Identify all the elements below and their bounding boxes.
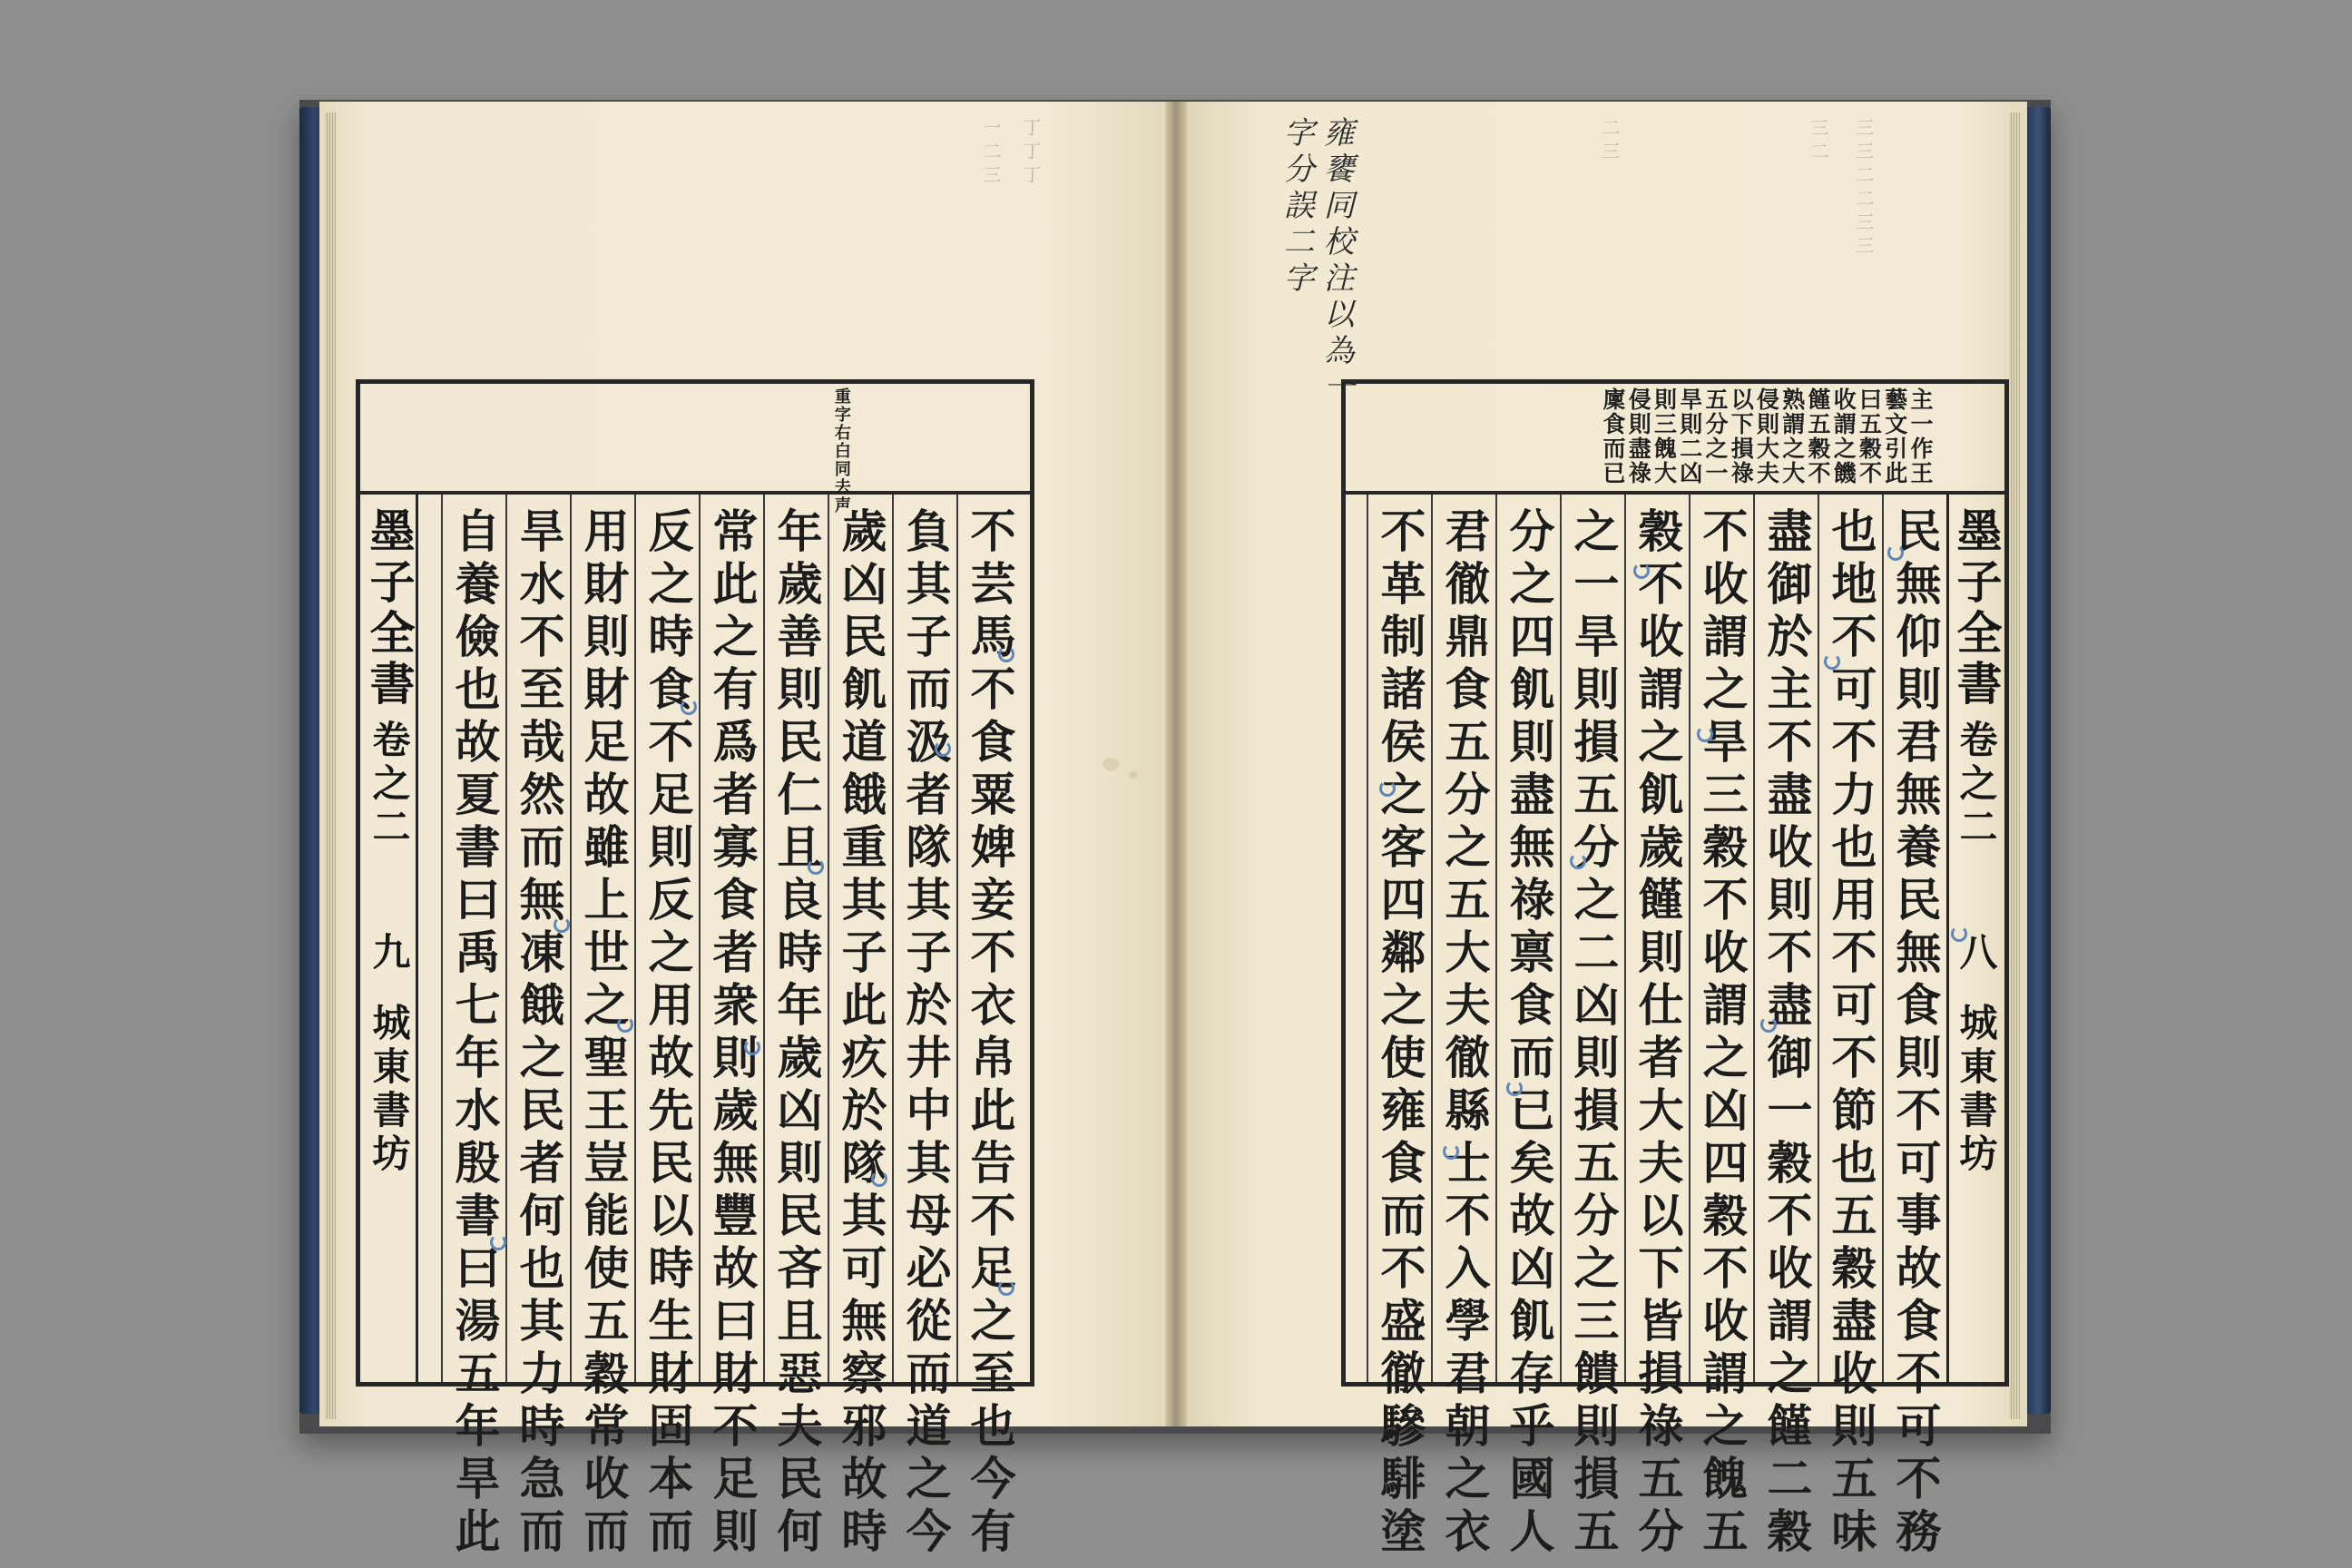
punctuation-mark <box>1506 1080 1523 1096</box>
edge-page-number: 八 <box>1954 932 1999 975</box>
handwritten-margin-note <box>1276 116 1316 298</box>
edge-page-number: 九 <box>367 932 412 975</box>
punctuation-mark <box>554 916 570 933</box>
show-through-text: 一二三 <box>980 118 1002 189</box>
right-text-columns <box>1353 495 1946 1560</box>
text-column: 反之時食不足則反之用故先民以時生財固本而 <box>634 495 699 1382</box>
page-stack-right <box>2009 113 2020 1419</box>
annotation-column: 藝文引此 <box>1881 387 1908 485</box>
annotation-block <box>1601 387 1932 485</box>
punctuation-mark <box>1824 653 1840 670</box>
text-column: 自養儉也故夏書曰禹七年水殷書曰湯五年旱此 <box>441 495 505 1382</box>
edge-volume: 卷之二 <box>367 720 412 850</box>
edge-publisher: 城東書坊 <box>367 1003 412 1177</box>
edge-title: 墨子全書 <box>1949 507 2004 710</box>
annotation-column: 廩食而已 <box>1600 387 1626 485</box>
annotation-column: 主一作王 <box>1907 387 1934 485</box>
text-column: 也地不可不力也用不可不節也五穀盡收則五味 <box>1818 495 1882 1382</box>
annotation-column: 曰五穀不 <box>1856 387 1883 485</box>
annotation-column: 收謂之饑 <box>1830 387 1857 485</box>
punctuation-mark <box>490 1234 506 1250</box>
edge-publisher: 城東書坊 <box>1954 1003 1999 1177</box>
left-text-columns <box>416 495 1021 1560</box>
annotation-column: 以下損祿 <box>1728 387 1755 485</box>
text-column: 君徹鼎食五分之五大夫徹縣士不入學君朝之衣 <box>1431 495 1495 1382</box>
left-page-frame <box>356 379 1034 1560</box>
page-stack-left <box>325 113 336 1419</box>
right-page-frame <box>1341 379 2009 1560</box>
punctuation-mark <box>1887 544 1904 561</box>
punctuation-mark <box>1951 926 1967 942</box>
paper-stain <box>1129 771 1138 779</box>
annotation-column: 侵則盡祿 <box>1625 387 1652 485</box>
text-column: 不革制諸侯之客四鄰之使雍食而不盛徹驂騑塗 <box>1367 495 1431 1382</box>
text-column: 不芸馬不食粟婢妾不衣帛此告不足之至也今有 <box>956 495 1021 1382</box>
margin-note-line: 雍饔同校注以為一 <box>1318 116 1355 407</box>
annotation-column: 五分之一 <box>1702 387 1729 485</box>
text-column: 民無仰則君無養民無食則不可事故食不可不務 <box>1882 495 1946 1382</box>
text-column: 之一旱則損五分之二凶則損五分之三饋則損五 <box>1560 495 1624 1382</box>
punctuation-mark <box>1443 1143 1459 1160</box>
book-gutter <box>1165 102 1187 1426</box>
show-through-text: 丁丁丁 <box>1020 118 1042 189</box>
annotation-column: 熟謂之大 <box>1779 387 1806 485</box>
text-column: 分之四飢則盡無祿禀食而已矣故凶飢存乎國人 <box>1495 495 1560 1382</box>
punctuation-mark <box>1760 1016 1777 1033</box>
show-through-text: 二三 <box>1599 118 1621 165</box>
punctuation-mark <box>871 1171 887 1187</box>
book-cover-right-edge <box>2025 107 2051 1414</box>
punctuation-mark <box>998 1279 1014 1296</box>
edge-volume: 卷之二 <box>1954 720 1999 850</box>
annotation-column: 饉五穀不 <box>1805 387 1831 485</box>
punctuation-mark <box>935 740 951 757</box>
punctuation-mark <box>617 1016 633 1033</box>
paper-stain <box>1102 758 1119 770</box>
show-through-text: 三二 <box>1808 118 1829 165</box>
punctuation-mark <box>681 699 697 715</box>
punctuation-mark <box>1633 563 1650 579</box>
annotation-column: 侵則大夫 <box>1753 387 1780 485</box>
edge-title: 墨子全書 <box>362 507 416 710</box>
top-note-text: 重字右白同去声 <box>831 387 851 514</box>
text-column: 常此之有爲者寡食者衆則歲無豐故曰財不足則 <box>699 495 763 1382</box>
text-column: 旱水不至哉然而無凍餓之民者何也其力時急而 <box>505 495 570 1382</box>
left-page-edge <box>362 495 418 1382</box>
show-through-text: 三三二二三三 <box>1853 118 1875 260</box>
handwritten-margin-note <box>1316 116 1356 407</box>
punctuation-mark <box>1379 780 1396 797</box>
text-column: 負其子而汲者隊其子於井中其母必從而道之今 <box>892 495 956 1382</box>
punctuation-mark <box>1697 726 1713 742</box>
punctuation-mark <box>1570 853 1586 869</box>
text-column: 歲凶民飢道餓重其子此疚於隊其可無察邪故時 <box>828 495 892 1382</box>
text-column: 盡御於主不盡收則不盡御一穀不收謂之饉二穀 <box>1753 495 1818 1382</box>
punctuation-mark <box>808 858 824 875</box>
punctuation-mark <box>998 646 1014 662</box>
text-column: 用財則財足故雖上世之聖王豈能使五穀常收而 <box>570 495 634 1382</box>
text-column: 年歲善則民仁且良時年歲凶則民吝且惡夫民何 <box>763 495 828 1382</box>
text-column: 不收謂之旱三穀不收謂之凶四穀不收謂之餽五 <box>1689 495 1753 1382</box>
margin-note-line: 字分誤二字 <box>1278 116 1315 298</box>
annotation-column: 則三餽大 <box>1651 387 1678 485</box>
header-band <box>360 384 1030 495</box>
annotation-column: 旱則二凶 <box>1676 387 1703 485</box>
punctuation-mark <box>744 1039 760 1055</box>
text-column: 穀不收謂之飢歲饉則仕者大夫以下皆損祿五分 <box>1624 495 1689 1382</box>
